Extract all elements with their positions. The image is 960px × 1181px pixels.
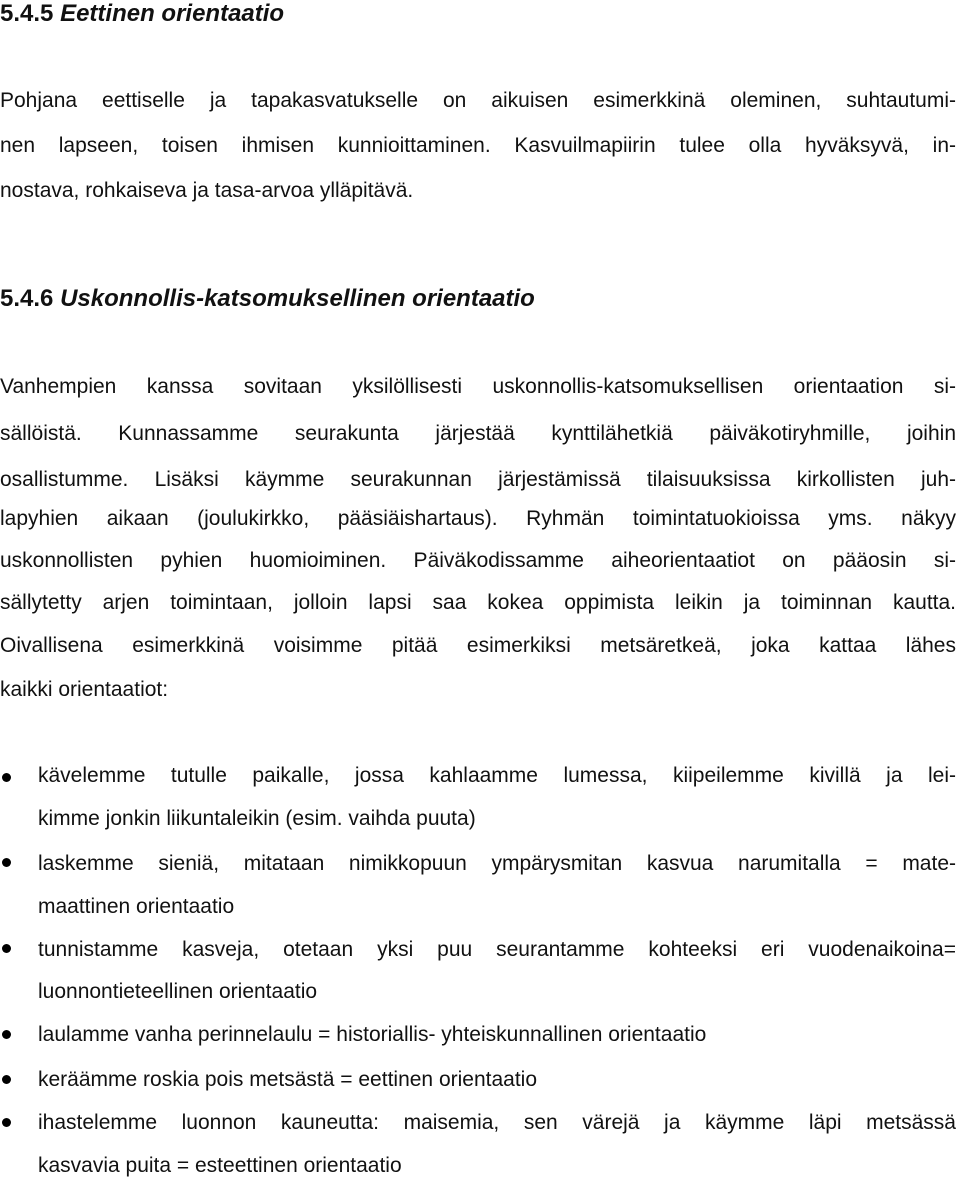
list-item-line: laskemme sieniä, mitataan nimikkopuun ympärysmitan kasvua narumitalla = mate- bbox=[38, 852, 956, 875]
bullet-icon bbox=[2, 944, 11, 953]
paragraph-line: Vanhempien kanssa sovitaan yksilöllisesti uskonnollis-katsomuksellisen orientaation si- bbox=[0, 375, 956, 398]
paragraph-line: Oivallisena esimerkkinä voisimme pitää esimerkiksi metsäretkeä, joka kattaa lähes bbox=[0, 634, 956, 657]
bullet-icon bbox=[2, 1075, 11, 1084]
bullet-icon bbox=[2, 858, 11, 867]
list-item-line: kävelemme tutulle paikalle, jossa kahlaamme lumessa, kiipeilemme kivillä ja lei- bbox=[38, 764, 956, 787]
list-item-line: laulamme vanha perinnelaulu = historiallis- yhteiskunnallinen orientaatio bbox=[38, 1023, 707, 1046]
list-item-line: keräämme roskia pois metsästä = eettinen orientaatio bbox=[38, 1068, 538, 1091]
paragraph-line: Pohjana eettiselle ja tapakasvatukselle on aikuisen esimerkkinä oleminen, suhtautumi- bbox=[0, 89, 956, 112]
section-heading-5-4-5 bbox=[0, 0, 284, 28]
section-heading-5-4-6 bbox=[0, 285, 535, 313]
section-title: Eettinen orientaatio bbox=[60, 0, 285, 27]
paragraph-line: uskonnollisten pyhien huomioiminen. Päiväkodissamme aiheorientaatiot on pääosin si- bbox=[0, 549, 956, 572]
bullet-icon bbox=[2, 773, 11, 782]
paragraph-line: sällytetty arjen toimintaan, jolloin lapsi saa kokea oppimista leikin ja toiminnan kautta. bbox=[0, 591, 956, 614]
section-number: 5.4.6 bbox=[0, 285, 54, 312]
section-title: Uskonnollis-katsomuksellinen orientaatio bbox=[60, 285, 535, 312]
paragraph-line: lapyhien aikaan (joulukirkko, pääsiäishartaus). Ryhmän toimintatuokioissa yms. näkyy bbox=[0, 507, 956, 530]
paragraph-line: sällöistä. Kunnassamme seurakunta järjestää kynttilähetkiä päiväkotiryhmille, joihin bbox=[0, 422, 956, 445]
list-item-line: kasvavia puita = esteettinen orientaatio bbox=[38, 1154, 402, 1177]
paragraph-line: osallistumme. Lisäksi käymme seurakunnan järjestämissä tilaisuuksissa kirkollisten juh- bbox=[0, 468, 956, 491]
bullet-icon bbox=[2, 1030, 11, 1039]
list-item-line: ihastelemme luonnon kauneutta: maisemia, sen värejä ja käymme läpi metsässä bbox=[38, 1111, 956, 1134]
list-item-line: maattinen orientaatio bbox=[38, 895, 235, 918]
list-item-line: kimme jonkin liikuntaleikin (esim. vaihda puuta) bbox=[38, 807, 476, 830]
paragraph-line: nen lapseen, toisen ihmisen kunnioittaminen. Kasvuilmapiirin tulee olla hyväksyvä, in- bbox=[0, 134, 956, 157]
list-item-line: tunnistamme kasveja, otetaan yksi puu seurantamme kohteeksi eri vuodenaikoina= bbox=[38, 938, 956, 961]
paragraph-line: nostava, rohkaiseva ja tasa-arvoa ylläpitävä. bbox=[0, 179, 414, 202]
paragraph-line: kaikki orientaatiot: bbox=[0, 678, 169, 701]
bullet-icon bbox=[2, 1118, 11, 1127]
section-number: 5.4.5 bbox=[0, 0, 54, 27]
list-item-line: luonnontieteellinen orientaatio bbox=[38, 980, 318, 1003]
